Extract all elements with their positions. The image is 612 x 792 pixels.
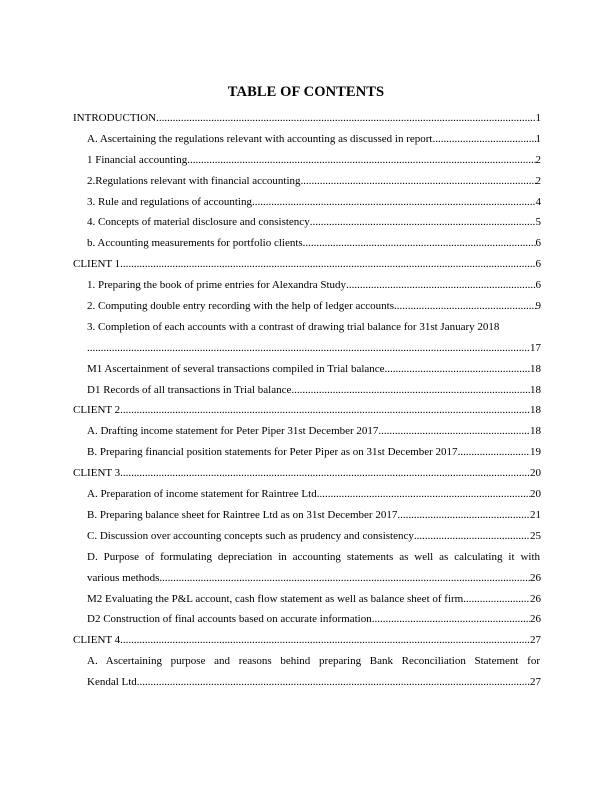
toc-entry-text: 2.Regulations relevant with financial accounting [87,174,301,187]
toc-entry-text: 1 Financial accounting [87,153,188,166]
toc-entry[interactable] [73,547,541,589]
toc-entry-line [87,672,541,693]
toc-entry-text: D1 Records of all transactions in Trial balance [87,383,292,396]
toc-entry-text: M2 Evaluating the P&L account, cash flow statement as well as balance sheet of firm [87,592,464,605]
toc-page-number: 27 [530,676,541,689]
toc-entry[interactable] [73,505,541,526]
toc-entry[interactable] [73,630,541,651]
toc-leader-dots [378,421,530,442]
toc-leader-dots [458,442,530,463]
toc-page-number: 20 [530,488,541,501]
toc-entry-text: A. Ascertaining purpose and reasons behind preparing Bank Reconciliation Statement for [87,655,540,668]
toc-entry-text: A. Ascertaining the regulations relevant with accounting as discussed in report [87,132,433,145]
toc-entry-line [87,442,541,463]
toc-entry-line [87,192,541,213]
toc-leader-dots [137,672,530,693]
toc-leader-dots [120,254,535,275]
toc-entry-line [87,589,541,610]
toc-entry-line [87,150,541,171]
toc-entry-line [87,212,541,233]
toc-page-number: 1 [535,132,541,145]
toc-entry[interactable] [73,442,541,463]
toc-entry-line [87,651,541,672]
toc-entry-line [87,568,541,589]
toc-entry-text: INTRODUCTION [73,112,157,124]
toc-entry[interactable] [73,192,541,213]
toc-entry[interactable] [73,129,541,150]
toc-page-number: 18 [530,362,541,375]
toc-leader-dots [252,192,536,213]
toc-page-number: 9 [535,300,541,313]
toc-entry[interactable] [73,108,541,129]
toc-page-number: 26 [530,592,541,605]
toc-page-number: 17 [530,341,541,354]
toc-entry-line [73,463,541,484]
toc-entry-text: 1. Preparing the book of prime entries for Alexandra Study [87,279,347,292]
toc-page-number: 6 [535,258,541,271]
toc-entry-line [87,171,541,192]
toc-page-number: 2 [535,174,541,187]
toc-page-number: 26 [530,613,541,626]
toc-leader-dots [397,505,530,526]
toc-list [73,108,541,693]
toc-entry[interactable] [73,359,541,380]
toc-entry-line [87,317,541,338]
toc-entry-text: CLIENT 4 [73,634,121,647]
toc-entry-text: B. Preparing financial position statements for Peter Piper as on 31st December 2017 [87,446,458,459]
toc-entry-line [73,108,541,129]
toc-entry[interactable] [73,171,541,192]
toc-entry-text: C. Discussion over accounting concepts such as prudency and consistency [87,529,414,542]
toc-entry-line [73,254,541,275]
toc-entry-line [87,275,541,296]
toc-leader-dots [346,275,535,296]
toc-leader-dots [291,380,530,401]
toc-entry-line [87,359,541,380]
toc-entry[interactable] [73,317,541,359]
toc-entry[interactable] [73,380,541,401]
toc-page-number: 26 [530,571,541,584]
toc-entry-line [87,129,541,150]
toc-entry-line [87,526,541,547]
toc-entry-line [87,380,541,401]
toc-leader-dots [394,296,535,317]
toc-page-number: 18 [530,425,541,438]
toc-page-number: 18 [530,383,541,396]
toc-entry[interactable] [73,212,541,233]
toc-leader-dots [385,359,530,380]
toc-entry-line [73,400,541,421]
toc-entry[interactable] [73,463,541,484]
toc-page-number: 19 [530,446,541,459]
toc-entry-text: 3. Completion of each accounts with a contrast of drawing trial balance for 31st January 2018 [87,320,500,333]
toc-entry[interactable] [73,233,541,254]
toc-entry[interactable] [73,254,541,275]
toc-entry-line [87,484,541,505]
toc-page-number: 27 [530,634,541,647]
toc-leader-dots [120,400,530,421]
toc-entry-line [87,609,541,630]
toc-entry[interactable] [73,400,541,421]
toc-page-number: 18 [530,404,541,417]
toc-entry-text-continued: Kendal Ltd [87,676,137,689]
toc-entry-line [87,505,541,526]
toc-entry[interactable] [73,609,541,630]
toc-entry-line [73,630,541,651]
toc-leader-dots [303,233,536,254]
toc-page-number: 4 [535,195,541,208]
toc-entry-text: D. Purpose of formulating depreciation in accounting statements as well as calculating it with [87,550,540,563]
toc-entry-text: CLIENT 1 [73,258,121,271]
toc-leader-dots [187,150,535,171]
toc-leader-dots [372,609,530,630]
toc-entry[interactable] [73,421,541,442]
toc-leader-dots [301,171,536,192]
toc-page-number: 21 [530,508,541,521]
toc-entry-text: A. Drafting income statement for Peter Piper 31st December 2017 [87,425,379,438]
toc-leader-dots [310,212,536,233]
toc-entry-text: 4. Concepts of material disclosure and consistency [87,216,310,229]
toc-leader-dots [159,568,530,589]
toc-leader-dots [87,338,530,359]
toc-page-number: 20 [530,467,541,480]
toc-leader-dots [433,129,536,150]
toc-leader-dots [463,589,530,610]
toc-leader-dots [414,526,530,547]
toc-entry-text: A. Preparation of income statement for Raintree Ltd [87,488,317,501]
toc-leader-dots [317,484,530,505]
toc-page-number: 25 [530,529,541,542]
toc-page-number: 6 [535,279,541,292]
toc-entry[interactable] [73,150,541,171]
toc-entry-text: 2. Computing double entry recording with the help of ledger accounts [87,300,395,313]
toc-entry[interactable] [73,275,541,296]
toc-page-number: 1 [535,112,541,124]
toc-leader-dots [120,463,530,484]
toc-entry[interactable] [73,589,541,610]
toc-title: TABLE OF CONTENTS [227,84,385,100]
toc-entry-text: 3. Rule and regulations of accounting [87,195,252,208]
toc-entry-text: M1 Ascertainment of several transactions compiled in Trial balance [87,362,385,375]
toc-page-number: 2 [535,153,541,166]
toc-entry-line [87,547,541,568]
toc-entry[interactable] [73,651,541,693]
toc-entry-text: D2 Construction of final accounts based on accurate information [87,613,372,626]
toc-entry-line [87,421,541,442]
toc-entry-line [87,338,541,359]
toc-entry[interactable] [73,526,541,547]
toc-entry-line [87,296,541,317]
toc-leader-dots [120,630,530,651]
toc-entry-text: CLIENT 3 [73,467,121,480]
toc-page-number: 5 [535,216,541,229]
toc-entry-text: CLIENT 2 [73,404,121,417]
toc-entry[interactable] [73,296,541,317]
toc-entry-text: b. Accounting measurements for portfolio clients [87,237,303,250]
toc-entry-line [87,233,541,254]
toc-leader-dots [156,108,535,129]
toc-entry-text-continued: various methods [87,571,160,584]
toc-entry-text: B. Preparing balance sheet for Raintree Ltd as on 31st December 2017 [87,508,398,521]
toc-entry[interactable] [73,484,541,505]
toc-page-number: 6 [535,237,541,250]
